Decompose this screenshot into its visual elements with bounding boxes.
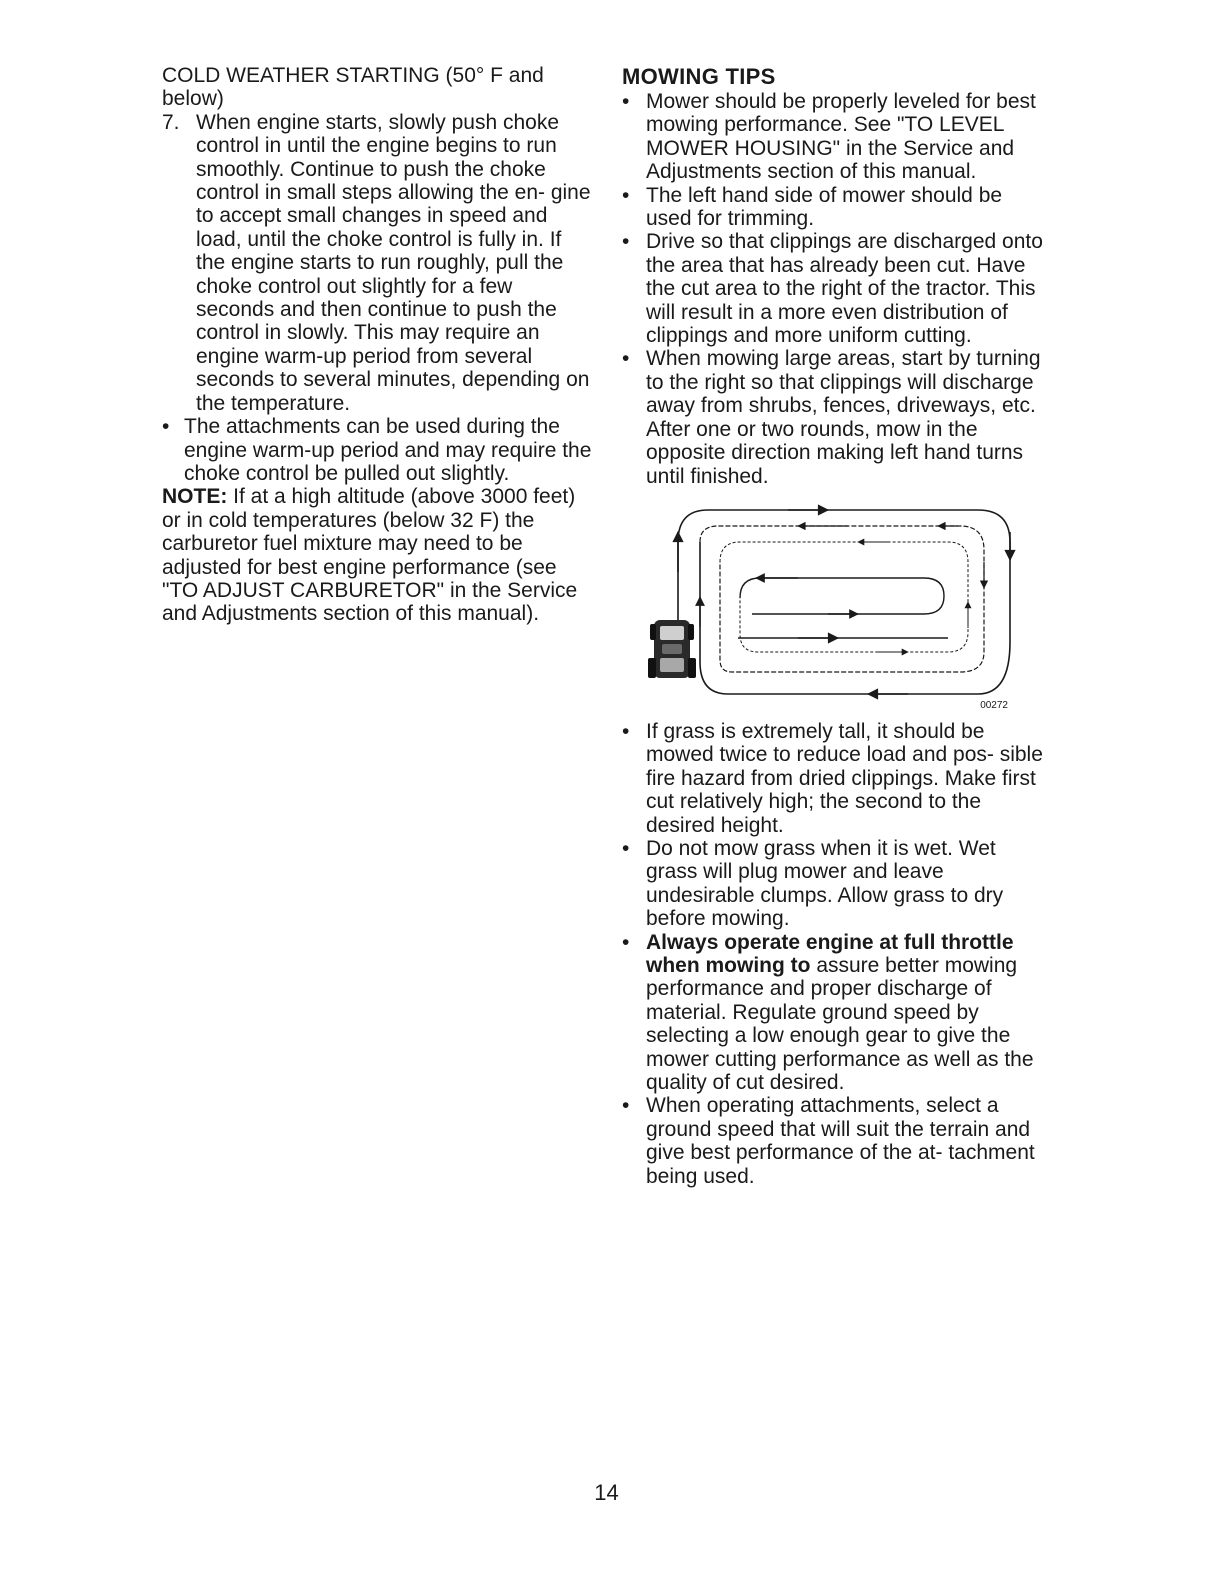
- tip-attachments-text: When operating attachments, select a ground speed that will suit the terrain and give best performance of the at- tachment being used.: [646, 1094, 1035, 1188]
- tip-tall-grass-text: If grass is extremely tall, it should be mowed twice to reduce load and pos- sible fire hazard from dried clippings. Make first cut relatively high; the second to the desired height.: [646, 719, 1043, 837]
- path-inner-loop: [740, 578, 944, 614]
- step-7-number: 7.: [162, 110, 180, 134]
- tip-trimming: [622, 184, 1052, 231]
- bullet-icon: •: [162, 415, 170, 439]
- tip-trimming-text: The left hand side of mower should be used for trimming.: [646, 183, 1003, 231]
- tip-discharge: [622, 230, 1052, 347]
- tip-full-throttle-text: assure better mowing performance and proper discharge of material. Regulate ground speed by selecting a low enough gear to give the mower cutting performance as well as the quality of cut desired.: [646, 953, 1034, 1094]
- mowing-tips-heading: MOWING TIPS: [622, 64, 776, 89]
- tip-discharge-text: Drive so that clippings are discharged onto the area that has already been cut. Have the cut area to the right of the tractor. This will result in a more even distribution of clippings and more uniform cutting.: [646, 230, 1043, 348]
- tip-full-throttle-bold: Always operate engine at full throttle when mowing to: [646, 930, 1014, 977]
- spiral-mowing-pattern-diagram: [648, 502, 1018, 712]
- step-7-text: When engine starts, slowly push choke control in until the engine begins to run smoothly. Continue to push the choke control in small steps allowing the en- gine to accept small changes in speed and load, until the choke control is fully in. If the engine starts to run roughly, pull the choke control out slightly for a few seconds and then continue to push the control in slowly. This may require an engine warm-up period from several seconds to several minutes, depending on the temperature.: [196, 110, 591, 415]
- step-7: [162, 111, 592, 415]
- attachments-bullet: [162, 415, 592, 485]
- bullet-icon: •: [622, 90, 630, 113]
- tip-leveling-text: Mower should be properly leveled for best mowing performance. See "TO LEVEL MOWER HOUSING" in the Service and Adjustments section of this manual.: [646, 90, 1036, 184]
- left-column: [162, 64, 592, 626]
- bullet-icon: •: [622, 930, 630, 954]
- bullet-icon: •: [622, 719, 630, 743]
- path-second-loop: [700, 526, 984, 672]
- bullet-icon: •: [622, 1094, 630, 1118]
- tip-wet-grass-text: Do not mow grass when it is wet. Wet grass will plug mower and leave undesirable clumps. Allow grass to dry before mowing.: [646, 836, 1004, 931]
- cold-weather-heading: COLD WEATHER STARTING (50° F and below): [162, 64, 544, 111]
- right-column: [622, 64, 1052, 1188]
- tip-large-areas: [622, 347, 1052, 487]
- tip-wet-grass: [622, 837, 1052, 931]
- bullet-icon: •: [622, 183, 630, 207]
- riding-mower-tractor-icon: [648, 620, 696, 678]
- tip-full-throttle: [622, 931, 1052, 1095]
- tip-attachments: [622, 1094, 1052, 1188]
- note-paragraph: [162, 485, 592, 625]
- path-outer-loop: [678, 510, 1010, 694]
- tip-leveling: [622, 90, 1052, 184]
- note-label: NOTE:: [162, 485, 228, 509]
- spiral-mowing-pattern-svg: [648, 502, 1018, 702]
- bullet-icon: •: [622, 230, 630, 254]
- page-number: 14: [594, 1480, 619, 1505]
- attachments-bullet-text: The attachments can be used during the engine warm-up period and may require the choke control be pulled out slightly.: [184, 415, 592, 485]
- tip-large-areas-text: When mowing large areas, start by turning to the right so that clippings will discharge away from shrubs, fences, driveways, etc. After one or two rounds, mow in the opposite direction making left hand turns until finished.: [646, 347, 1041, 488]
- bullet-icon: •: [622, 836, 630, 860]
- bullet-icon: •: [622, 347, 630, 371]
- path-third-loop: [720, 542, 968, 652]
- note-text: If at a high altitude (above 3000 feet) or in cold temperatures (below 32 F) the carburetor fuel mixture may need to be adjusted for best engine performance (see "TO ADJUST CARBURETOR" in the Service and Adjustments section of this manual).: [162, 485, 578, 626]
- diagram-code: 00272: [980, 699, 1008, 711]
- tip-tall-grass: [622, 720, 1052, 837]
